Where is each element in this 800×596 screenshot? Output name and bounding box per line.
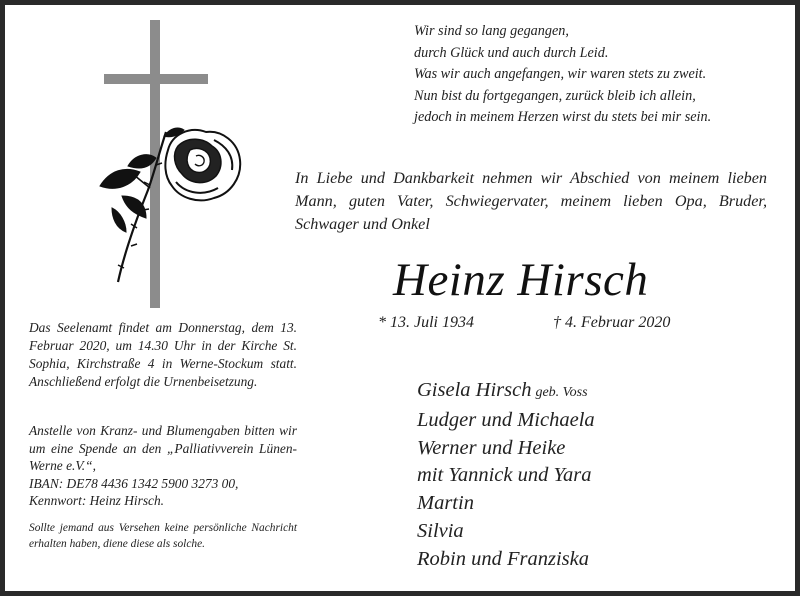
service-announcement: Das Seelenamt findet am Donnerstag, dem 13. Februar 2020, um 14.30 Uhr in der Kirche St. Sophia, Kirchstraße 4 in Werne-Stockum statt. Anschließend erfolgt die Urnenbeisetzung. (29, 320, 297, 389)
family-member-spouse (417, 377, 757, 407)
poem-line: Wir sind so lang gegangen, (414, 23, 569, 39)
poem-line: Was wir auch angefangen, wir waren stets zu zweit. (414, 66, 707, 82)
donation-iban: IBAN: DE78 4436 1342 5900 3273 00, (29, 475, 239, 491)
family-member: Werner und Heike (417, 436, 566, 459)
spouse-name: Gisela Hirsch (417, 379, 532, 401)
personal-notice: Sollte jemand aus Versehen keine persönliche Nachricht erhalten haben, diene diese als solche. (29, 522, 297, 550)
family-member: Ludger und Michaela (417, 408, 595, 431)
death-date: † 4. Februar 2020 (553, 314, 671, 331)
family-member: Martin (417, 492, 474, 515)
farewell-intro: In Liebe und Dankbarkeit nehmen wir Abschied von meinem lieben Mann, guten Vater, Schwiegervater, meinem lieben Opa, Bruder, Schwager und Onkel (295, 169, 767, 233)
poem-line: Nun bist du fortgegangen, zurück bleib ich allein, (414, 87, 696, 104)
donation-reference: Kennwort: Heinz Hirsch. (29, 493, 165, 508)
donation-text: Anstelle von Kranz- und Blumengaben bitten wir um eine Spende an den „Palliativverein Lünen-Werne e.V.“, (29, 423, 297, 473)
poem-line: durch Glück und auch durch Leid. (414, 44, 609, 61)
poem-line: jedoch in meinem Herzen wirst du stets bei mir sein. (414, 109, 712, 125)
donation-request (29, 422, 297, 510)
birth-date: * 13. Juli 1934 (378, 314, 474, 331)
maiden-name: geb. Voss (535, 385, 588, 400)
family-list (417, 377, 757, 574)
family-member: mit Yannick und Yara (417, 464, 592, 487)
deceased-name: Heinz Hirsch (393, 254, 649, 306)
memorial-poem (414, 21, 784, 129)
family-member: Robin und Franziska (417, 547, 589, 570)
family-member: Silvia (417, 519, 464, 542)
rose-icon (100, 128, 240, 282)
